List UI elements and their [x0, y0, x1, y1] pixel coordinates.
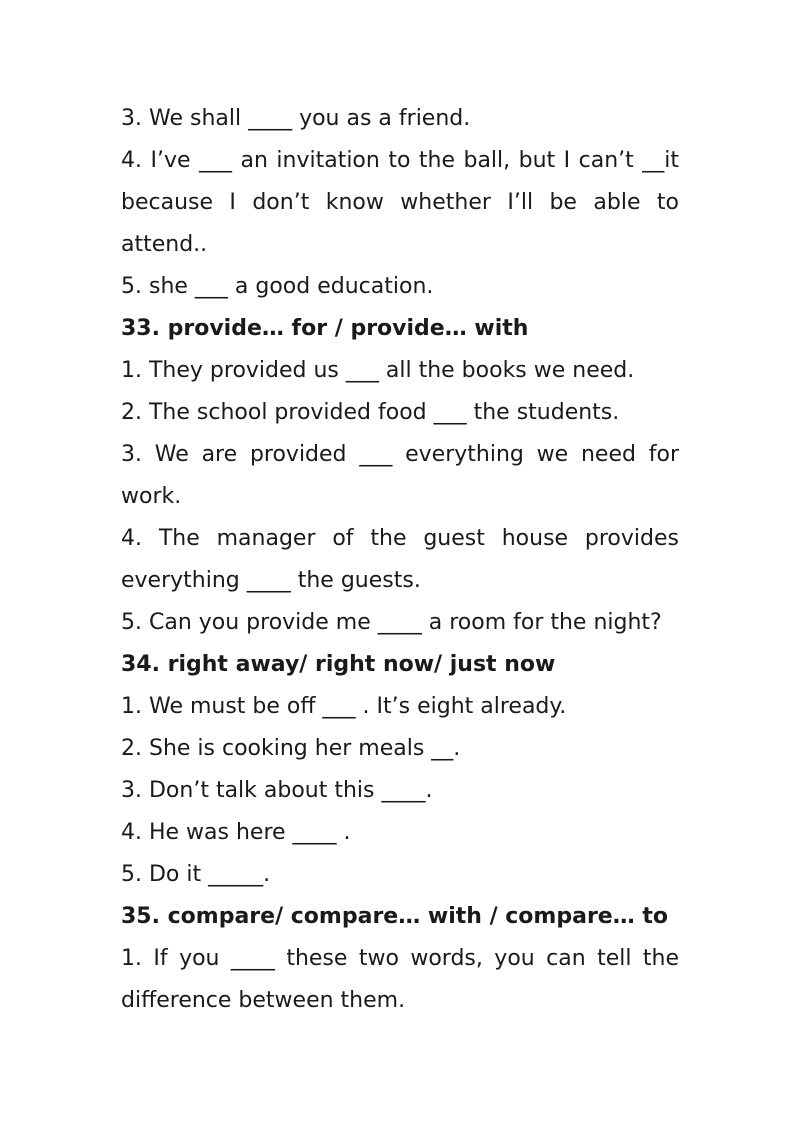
- exercise-line: 1. We must be off ___ . It’s eight already.: [121, 694, 567, 719]
- section-heading: 33. provide… for / provide… with: [121, 316, 529, 341]
- exercise-line: 2. The school provided food ___ the students.: [121, 400, 620, 425]
- exercise-line: 5. she ___ a good education.: [121, 274, 434, 299]
- exercise-line: 1. They provided us ___ all the books we need.: [121, 358, 635, 383]
- exercise-line: 4. The manager of the guest house provides everything ____ the guests.: [121, 526, 679, 593]
- exercise-line: 4. He was here ____ .: [121, 820, 351, 845]
- section-heading: 35. compare/ compare… with / compare… to: [121, 904, 669, 929]
- section-heading: 34. right away/ right now/ just now: [121, 652, 556, 677]
- exercise-line: 3. We are provided ___ everything we need for work.: [121, 442, 679, 509]
- exercise-line: 2. She is cooking her meals __.: [121, 736, 461, 761]
- exercise-line: 3. We shall ____ you as a friend.: [121, 106, 471, 131]
- exercise-line: 4. I’ve ___ an invitation to the ball, but I can’t __it because I don’t know whether I’ll be able to attend..: [121, 148, 679, 257]
- document-page: [121, 98, 679, 1022]
- exercise-line: 3. Don’t talk about this ____.: [121, 778, 433, 803]
- exercise-line: 5. Do it _____.: [121, 862, 271, 887]
- exercise-line: 5. Can you provide me ____ a room for the night?: [121, 610, 662, 635]
- exercise-line: 1. If you ____ these two words, you can tell the difference between them.: [121, 946, 679, 1013]
